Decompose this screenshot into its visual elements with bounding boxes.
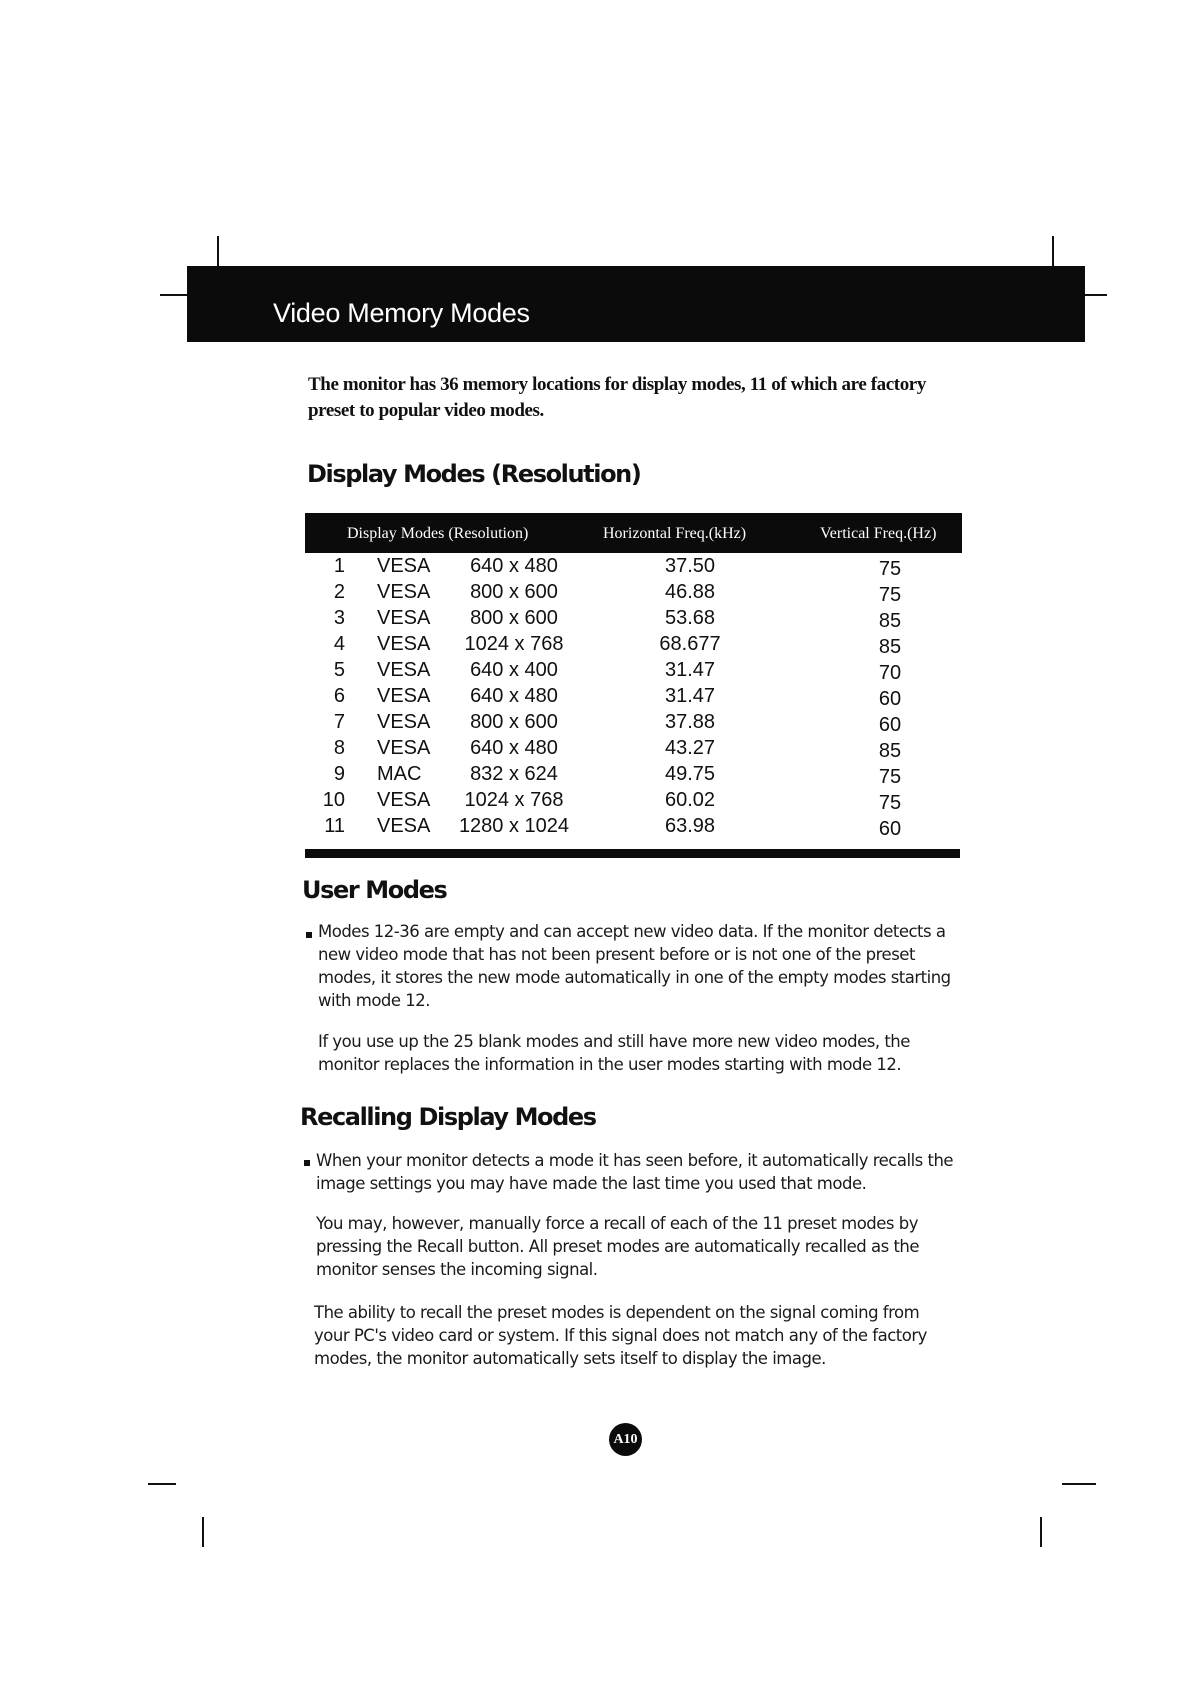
crop-mark-top-right-v [1052,236,1054,266]
table-row [305,762,962,788]
mode-resolution: 640 x 400 [470,659,558,681]
mode-standard: MAC [377,763,422,785]
column-header-vertical-freq: Vertical Freq.(Hz) [820,525,937,542]
vertical-freq: 75 [878,584,902,606]
bullet-icon [306,932,312,938]
mode-number: 3 [333,607,345,629]
crop-mark-bottom-right-v [1040,1517,1042,1547]
mode-resolution: 1280 x 1024 [458,815,570,837]
horizontal-freq: 43.27 [664,737,716,759]
table-row [305,788,962,814]
mode-standard: VESA [377,789,431,811]
mode-resolution: 800 x 600 [470,607,558,629]
table-row [305,710,962,736]
table-row [305,736,962,762]
crop-mark-bottom-left-v [202,1517,204,1547]
intro-text: The monitor has 36 memory locations for display modes, 11 of which are factory preset to popular video modes. [308,374,926,421]
table-row [305,632,962,658]
mode-resolution: 800 x 600 [470,711,558,733]
mode-standard: VESA [377,815,431,837]
mode-standard: VESA [377,737,431,759]
horizontal-freq: 60.02 [664,789,716,811]
recalling-heading: Recalling Display Modes [300,1103,596,1131]
mode-resolution: 1024 x 768 [464,789,564,811]
mode-number: 8 [333,737,345,759]
vertical-freq: 85 [878,636,902,658]
vertical-freq: 60 [878,714,902,736]
user-modes-paragraph-1: Modes 12-36 are empty and can accept new video data. If the monitor detects a new video mode that has not been present before or is not one of the preset modes, it stores the new mode automatically in one of the empty modes starting with mode 12. [318,922,951,1010]
user-modes-heading: User Modes [302,876,447,904]
table-row [305,658,962,684]
mode-number: 11 [324,815,345,837]
crop-mark-bottom-right-h [1062,1483,1096,1485]
mode-standard: VESA [377,685,431,707]
horizontal-freq: 68.677 [659,633,721,655]
vertical-freq: 70 [878,662,902,684]
page-number-badge: A10 [609,1423,642,1456]
mode-standard: VESA [377,581,431,603]
mode-number: 9 [333,763,345,785]
horizontal-freq: 49.75 [664,763,716,785]
table-row [305,684,962,710]
display-modes-heading: Display Modes (Resolution) [307,460,641,488]
horizontal-freq: 53.68 [664,607,716,629]
table-row [305,580,962,606]
mode-number: 6 [333,685,345,707]
vertical-freq: 75 [878,792,902,814]
mode-number: 7 [333,711,345,733]
vertical-freq: 60 [878,818,902,840]
mode-number: 5 [333,659,345,681]
crop-mark-top-left-v [217,236,219,266]
mode-number: 2 [333,581,345,603]
vertical-freq: 85 [878,610,902,632]
section-header-bar [187,266,1085,342]
mode-resolution: 800 x 600 [470,581,558,603]
horizontal-freq: 46.88 [664,581,716,603]
mode-standard: VESA [377,633,431,655]
recalling-paragraph-1: When your monitor detects a mode it has seen before, it automatically recalls the image settings you may have made the last time you used that mode. [316,1151,954,1193]
mode-standard: VESA [377,555,431,577]
mode-standard: VESA [377,659,431,681]
user-modes-paragraph-2: If you use up the 25 blank modes and still have more new video modes, the monitor replaces the information in the user modes starting with mode 12. [318,1032,910,1074]
horizontal-freq: 63.98 [664,815,716,837]
horizontal-freq: 31.47 [664,659,716,681]
table-row [305,554,962,580]
crop-mark-top-left-h [160,294,187,296]
mode-number: 1 [333,555,345,577]
recalling-paragraph-3: The ability to recall the preset modes is dependent on the signal coming from your PC's video card or system. If this signal does not match any of the factory modes, the monitor automatically sets itself to display the image. [314,1303,927,1368]
mode-resolution: 832 x 624 [470,763,558,785]
mode-resolution: 640 x 480 [470,737,558,759]
recalling-paragraph-2: You may, however, manually force a recall of each of the 11 preset modes by pressing the Recall button. All preset modes are automatically recalled as the monitor senses the incoming signal. [316,1214,920,1279]
column-header-horizontal-freq: Horizontal Freq.(kHz) [603,525,747,542]
page-title: Video Memory Modes [273,298,530,328]
mode-number: 10 [322,789,345,811]
table-row [305,606,962,632]
vertical-freq: 85 [878,740,902,762]
horizontal-freq: 31.47 [664,685,716,707]
table-bottom-rule [305,849,960,858]
mode-standard: VESA [377,711,431,733]
vertical-freq: 75 [878,766,902,788]
mode-number: 4 [333,633,345,655]
mode-resolution: 640 x 480 [470,555,558,577]
vertical-freq: 75 [878,558,902,580]
table-row [305,814,962,840]
horizontal-freq: 37.50 [664,555,716,577]
mode-resolution: 1024 x 768 [464,633,564,655]
modes-table-body [305,554,962,840]
mode-resolution: 640 x 480 [470,685,558,707]
crop-mark-top-right-h [1085,294,1107,296]
modes-table-header [305,513,962,553]
mode-standard: VESA [377,607,431,629]
bullet-icon [304,1160,310,1166]
column-header-display-modes: Display Modes (Resolution) [347,525,529,542]
horizontal-freq: 37.88 [664,711,716,733]
crop-mark-bottom-left-h [148,1483,176,1485]
vertical-freq: 60 [878,688,902,710]
